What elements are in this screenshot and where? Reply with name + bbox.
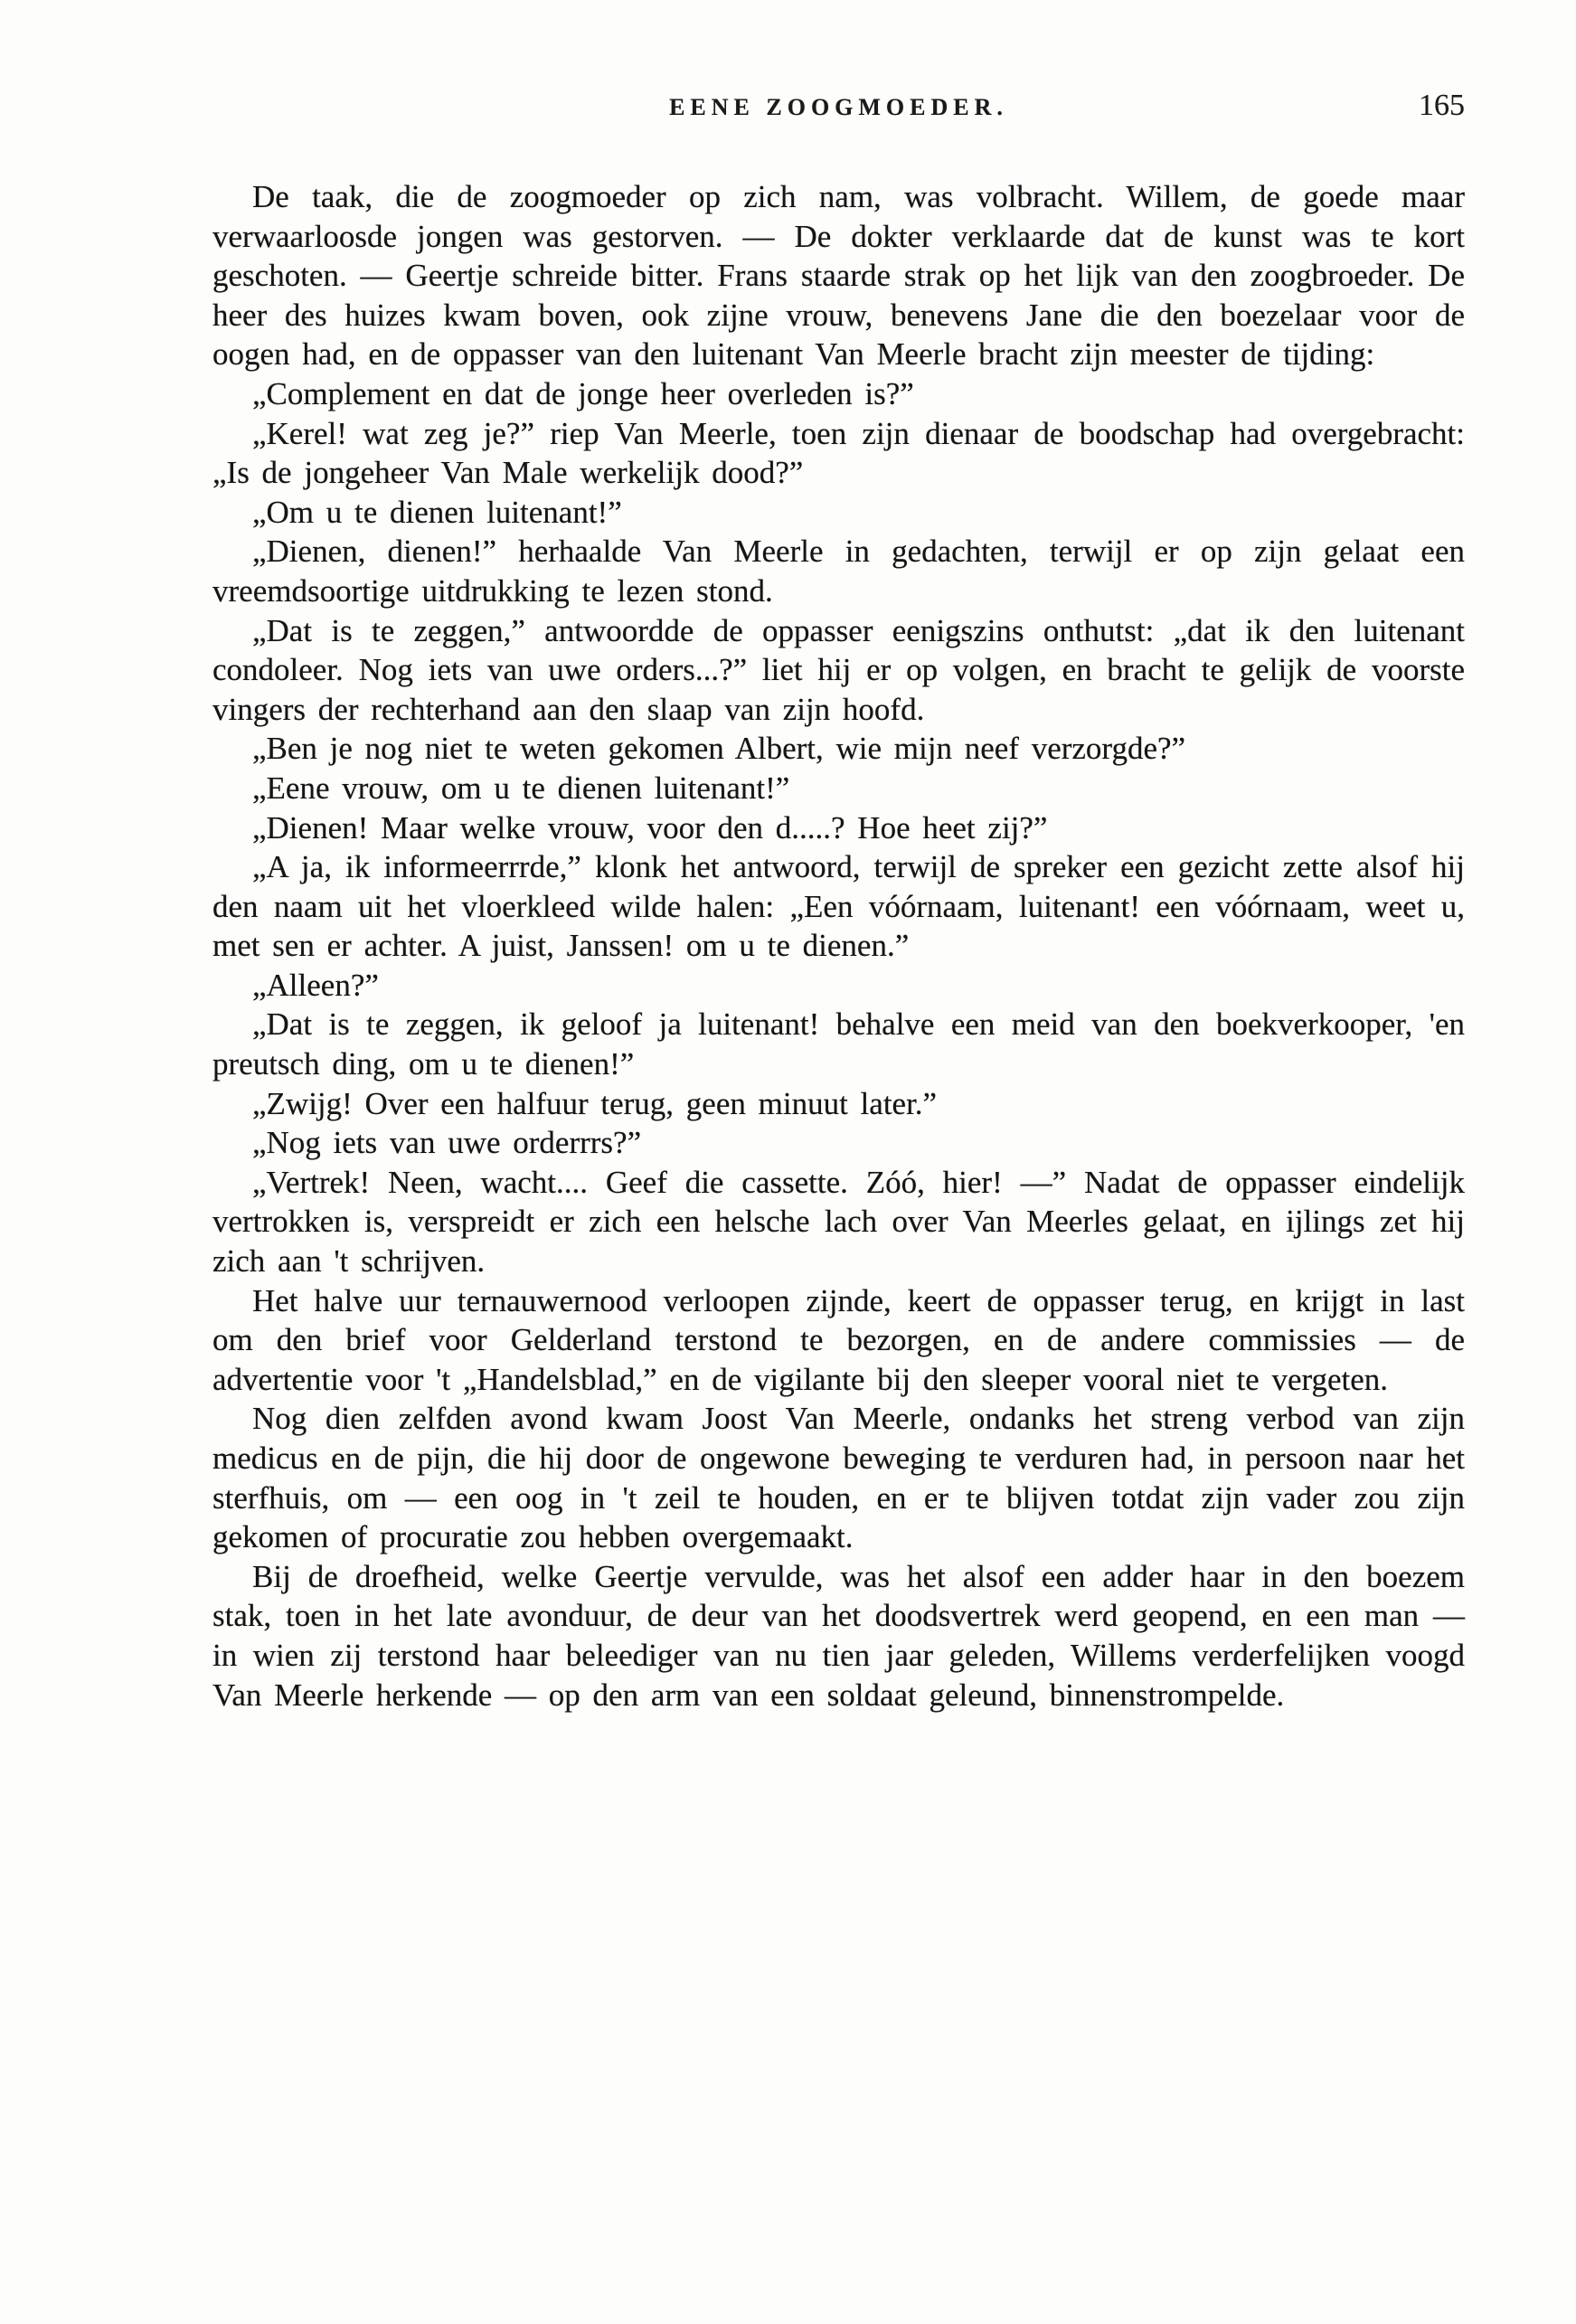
paragraph: „Vertrek! Neen, wacht.... Geef die cassette. Zóó, hier! —” Nadat de oppasser eindelijk vertrokken is, verspreidt er zich een helsche lach over Van Meerles gelaat, en ijlings zet hij zich aan 't schrijven.: [212, 1164, 1465, 1280]
paragraph: „Ben je nog niet te weten gekomen Albert, wie mijn neef verzorgde?”: [252, 731, 1186, 767]
paragraph: „Dat is te zeggen,” antwoordde de oppasser eenigszins onthutst: „dat ik den luitenant condoleer. Nog iets van uwe orders...?” liet hij er op volgen, en bracht te gelijk de voorste vingers der rechterhand aan den slaap van zijn hoofd.: [212, 612, 1465, 727]
paragraph: „Zwijg! Over een halfuur terug, geen minuut later.”: [252, 1085, 938, 1121]
paragraph: „Complement en dat de jonge heer overleden is?”: [252, 375, 914, 411]
paragraph: „Dienen! Maar welke vrouw, voor den d.....? Hoe heet zij?”: [252, 809, 1048, 846]
running-title: EENE ZOOGMOEDER.: [669, 94, 1008, 120]
paragraph: „Eene vrouw, om u te dienen luitenant!”: [252, 770, 790, 806]
paragraph: „Nog iets van uwe orderrrs?”: [252, 1125, 642, 1161]
paragraph: „Om u te dienen luitenant!”: [252, 494, 622, 530]
paragraph: „A ja, ik informeerrrde,” klonk het antwoord, terwijl de spreker een gezicht zette alsof hij den naam uit het vloerkleed wilde halen: „Een vóórnaam, luitenant! een vóórnaam, weet u, met sen er achter. A juist, Janssen! om u te dienen.”: [212, 849, 1465, 964]
paragraph: „Kerel! wat zeg je?” riep Van Meerle, toen zijn dienaar de boodschap had overgebracht: „Is de jongeheer Van Male werkelijk dood?”: [212, 415, 1465, 491]
paragraph: „Dat is te zeggen, ik geloof ja luitenant! behalve een meid van den boekverkooper, 'en preutsch ding, om u te dienen!”: [212, 1006, 1465, 1082]
paragraph: Bij de droefheid, welke Geertje vervulde, was het alsof een adder haar in den boezem stak, toen in het late avonduur, de deur van het doodsvertrek werd geopend, en een man — in wien zij terstond haar beleediger van nu tien jaar geleden, Willems verderfelijken voogd Van Meerle herkende — op den arm van een soldaat geleund, binnenstrompelde.: [212, 1558, 1465, 1713]
page-header: [212, 89, 1465, 137]
page-number: 165: [1419, 89, 1465, 122]
paragraph: De taak, die de zoogmoeder op zich nam, was volbracht. Willem, de goede maar verwaarloosde jongen was gestorven. — De dokter verklaarde dat de kunst was te kort geschoten. — Geertje schreide bitter. Frans staarde strak op het lijk van den zoogbroeder. De heer des huizes kwam boven, ook zijne vrouw, benevens Jane die den boezelaar voor de oogen had, en de oppasser van den luitenant Van Meerle bracht zijn meester de tijding:: [212, 179, 1465, 373]
page-body: [212, 177, 1465, 1715]
paragraph: „Alleen?”: [252, 967, 379, 1003]
paragraph: Nog dien zelfden avond kwam Joost Van Meerle, ondanks het streng verbod van zijn medicus en de pijn, die hij door de ongewone beweging te verduren had, in persoon naar het sterfhuis, om — een oog in 't zeil te houden, en er te blijven totdat zijn vader zou zijn gekomen of procuratie zou hebben overgemaakt.: [212, 1401, 1465, 1555]
paragraph: „Dienen, dienen!” herhaalde Van Meerle in gedachten, terwijl er op zijn gelaat een vreemdsoortige uitdrukking te lezen stond.: [212, 534, 1465, 609]
paragraph: Het halve uur ternauwernood verloopen zijnde, keert de oppasser terug, en krijgt in last om den brief voor Gelderland terstond te bezorgen, en de andere commissies — de advertentie voor 't „Handelsblad,” en de vigilante bij den sleeper vooral niet te vergeten.: [212, 1282, 1465, 1397]
